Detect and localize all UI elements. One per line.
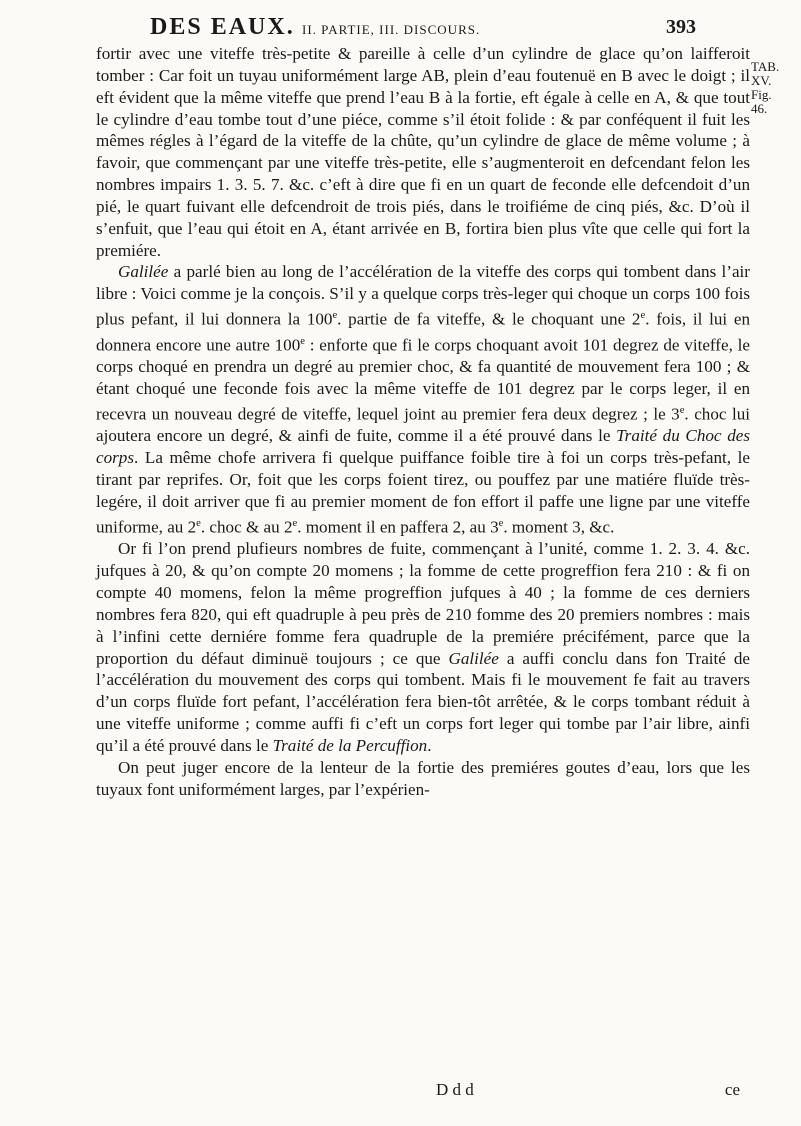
paragraph [96, 538, 750, 756]
text-run: fortir avec une viteffe très-petite & pareille à celle d’un cylindre de glace qu’on laifferoit tomber : Car foit un tuyau uniformément large AB, plein d’eau foutenuë en B avec le doigt ; il eft évident que la même viteffe que prend l’eau B à la fortie, eft égale à celle en A, & que tout le cylindre d’eau tombe tout d’une piéce, comme s’il étoit folide : & par conféquent il fuit les mêmes régles à l’égard de la viteffe de la chûte, qu’un cylindre de glace de même volume ; à favoir, que commençant par une viteffe très-petite, elle s’augmenteroit en defcendant felon les nombres impairs 1. 3. 5. 7. &c. c’eft à dire que fi en un quart de feconde elle defcendoit d’un pié, le quart fuivant elle defcendroit de trois piés, dans le troifiéme de cinq piés, &c. D’où il s’enfuit, que l’eau qui étoit en A, étant arrivée en B, fortira bien plus vîte que celle qui fort la premiére. [96, 44, 750, 260]
paragraph [96, 43, 750, 261]
margin-note-tab: TAB. [751, 59, 780, 74]
superscript-ordinal: e [679, 404, 685, 416]
text-run: . choc & au 2 [200, 517, 293, 537]
text-run: . partie de fa viteffe, & le choquant une 2 [337, 309, 641, 329]
text-run: On peut juger encore de la lenteur de la fortie des premiéres goutes d’eau, lors que les tuyaux font uniformément larges, par l’expérien- [96, 757, 750, 799]
margin-note-number: XV. [751, 73, 772, 88]
superscript-ordinal: e [332, 310, 338, 322]
superscript-ordinal: e [196, 517, 201, 529]
text-run: a parlé bien au long de l’accélération de la viteffe des corps qui tombent dans l’air libre : Voici comme je la conçois. S’il y a quelque corps très-leger qui choque un corps 100 fois plus pefant, il lui donnera la 100 [96, 262, 750, 329]
superscript-ordinal: e [292, 517, 298, 529]
text-run: . choc lui ajoutera encore un degré, & ainfi de fuite, comme il a été prouvé dans le [96, 404, 750, 446]
margin-note-fig: Fig. 46. [751, 87, 772, 116]
page-footer [96, 1080, 750, 1104]
text-run: Or fi l’on prend plufieurs nombres de fuite, commençant à l’unité, comme 1. 2. 3. 4. &c. jufques à 20, & qu’on compte 20 momens ; la fomme de cette progreffion fera 210 : & fi on compte 40 momens, felon la même progreffion jufques à 40 ; la fomme de ces derniers nombres fera 820, qui eft quadruple à peu près de 210 fomme des 20 premiers nombres : mais à l’infini cette derniére fomme fera quadruple de la premiére précifément, parce que la proportion du défaut diminuë toujours ; ce que [96, 539, 750, 668]
superscript-ordinal: e [640, 310, 646, 322]
text-run: . moment 3, &c. [503, 517, 615, 537]
text-run: : enforte que fi le corps choquant avoit 101 degrez de viteffe, le corps choqué en prendra un degré au premier choc, & fa quantité de mouvement fera 100 ; & étant choqué une feconde fois avec la même viteffe de 101 degrez par le corps leger, il en recevra un nouveau degré de viteffe, lequel joint au premier fera deux degrez ; le 3 [96, 335, 750, 424]
superscript-ordinal: e [498, 517, 504, 529]
body-text [96, 43, 750, 800]
part-discourse-label: II. PARTIE, III. DISCOURS. [302, 22, 481, 37]
signature-mark: D d d [436, 1080, 474, 1099]
page-number: 393 [666, 16, 696, 38]
text-run: . fois, il lui en donnera encore une autre 100 [96, 309, 750, 355]
running-header [150, 14, 710, 44]
italic-reference: Galilée [448, 648, 499, 668]
paragraph [96, 261, 750, 538]
running-title: DES EAUX. [150, 14, 295, 40]
italic-reference: Traité de la Percuffion [272, 735, 428, 755]
paragraph [96, 757, 750, 801]
text-run: . [427, 735, 432, 755]
text-run: . La même chofe arrivera fi quelque puiffance foible tire à foi un corps très-pefant, le tirant par reprifes. Or, foit que les corps foient tirez, ou pouffez par une matiére fluïde très-legére, il doit arriver que fi au premier moment de fon effort il paffe une ligne par une viteffe uniforme, au 2 [96, 448, 750, 537]
italic-reference: Galilée [118, 262, 169, 282]
superscript-ordinal: e [300, 335, 305, 347]
catchword: ce [724, 1080, 740, 1099]
text-run: . moment il en paffera 2, au 3 [297, 517, 499, 537]
italic-reference: Traité du Choc des corps [96, 426, 750, 468]
text-run: a auffi conclu dans fon Traité de l’accélération du mouvement des corps qui tombent. Mais fi le mouvement fe fait au travers d’un corps fluïde fort pefant, l’accélération fera bien-tôt arrêtée, & le corps tombant réduit à une viteffe uniforme ; comme auffi fi c’eft un corps fort leger qui tombe par l’air libre, ainfi qu’il a été prouvé dans le [96, 648, 750, 755]
margin-note-figure-ref [751, 60, 791, 116]
